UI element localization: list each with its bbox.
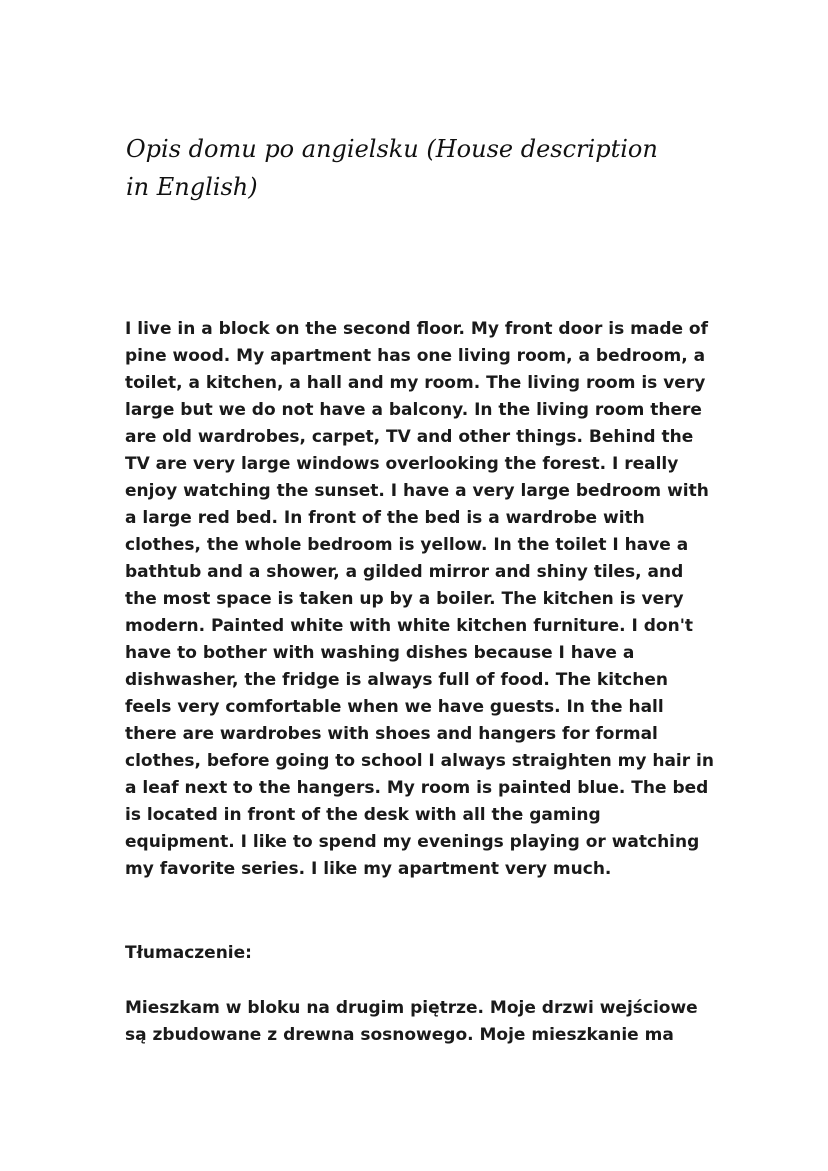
translation-heading: Tłumaczenie: bbox=[125, 943, 252, 963]
document-title: Opis domu po angielsku (House description in English) bbox=[126, 135, 658, 201]
description-paragraph: I live in a block on the second floor. My front door is made of pine wood. My apartment has one living room, a bedroom, a toilet, a kitchen, a hall and my room. The living room is very large but we do not have a balcony. In the living room there are old wardrobes, carpet, TV and other things. Behind the TV are very large windows overlooking the forest. I really enjoy watching the sunset. I have a very large bedroom with a large red bed. In front of the bed is a wardrobe with clothes, the whole bedroom is yellow. In the toilet I have a bathtub and a shower, a gilded mirror and shiny tiles, and the most space is taken up by a boiler. The kitchen is very modern. Painted white with white kitchen furniture. I don't have to bother with washing dishes because I have a dishwasher, the fridge is always full of food. The kitchen feels very comfortable when we have guests. In the hall there are wardrobes with shoes and hangers for formal clothes, before going to school I always straighten my hair in a leaf next to the hangers. My room is painted blue. The bed is located in front of the desk with all the gaming equipment. I like to spend my evenings playing or watching my favorite series. I like my apartment very much. bbox=[125, 319, 714, 879]
translation-paragraph: Mieszkam w bloku na drugim piętrze. Moje drzwi wejściowe są zbudowane z drewna sosnowego. Moje mieszkanie ma bbox=[125, 998, 698, 1045]
